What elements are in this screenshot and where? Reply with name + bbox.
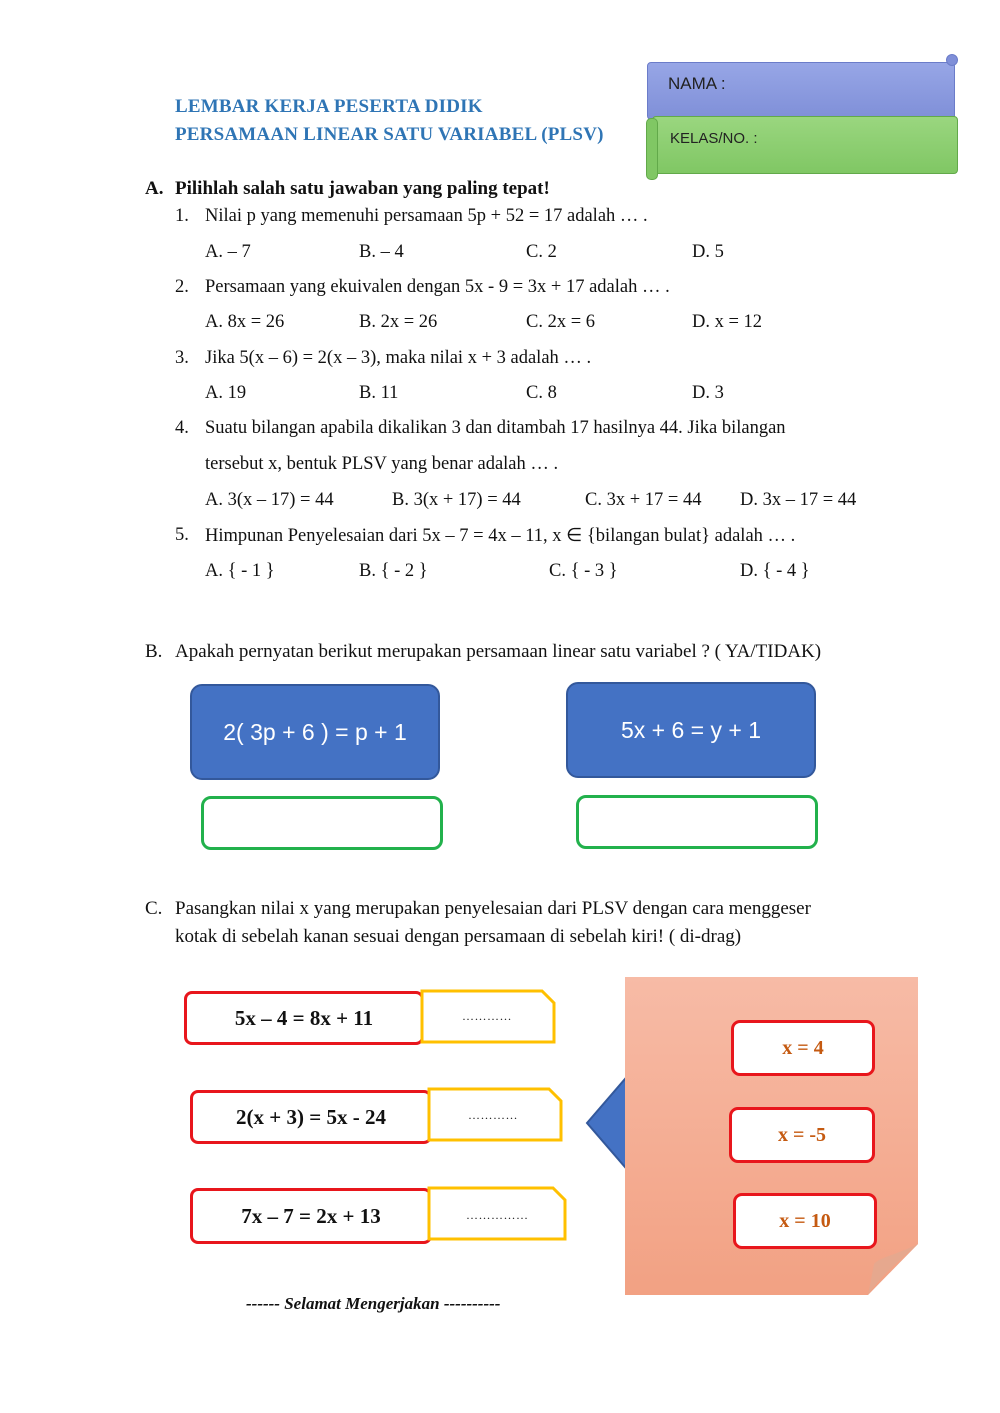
nama-banner: [647, 62, 955, 120]
section-a-heading: Pilihlah salah satu jawaban yang paling tepat!: [175, 178, 550, 199]
option[interactable]: A. 8x = 26: [205, 312, 285, 332]
choice-x-minus-5[interactable]: x = -5: [729, 1107, 875, 1163]
section-c-heading-continued: kotak di sebelah kanan sesuai dengan persamaan di sebelah kiri! ( di-drag): [175, 926, 742, 947]
matching-equation-1: 5x – 4 = 8x + 11: [184, 991, 424, 1045]
nama-label: NAMA :: [668, 74, 726, 93]
section-c-heading: Pasangkan nilai x yang merupakan penyelesaian dari PLSV dengan cara menggeser: [175, 898, 811, 919]
choice-x-10[interactable]: x = 10: [733, 1193, 877, 1249]
question-text: Persamaan yang ekuivalen dengan 5x - 9 = 3x + 17 adalah … .: [205, 277, 670, 297]
blank-dots: …………: [462, 1009, 512, 1023]
option[interactable]: B. 3(x + 17) = 44: [392, 490, 521, 510]
section-b-letter: B.: [145, 641, 163, 662]
choice-x-4[interactable]: x = 4: [731, 1020, 875, 1076]
option[interactable]: C. 2x = 6: [526, 312, 596, 332]
blank-dots: …………: [468, 1108, 518, 1122]
option[interactable]: C. 8: [526, 383, 557, 403]
option[interactable]: A. 3(x – 17) = 44: [205, 490, 334, 510]
section-b-heading: Apakah pernyatan berikut merupakan persamaan linear satu variabel ? ( YA/TIDAK): [175, 641, 822, 662]
section-c-letter: C.: [145, 898, 163, 919]
option[interactable]: B. – 4: [359, 242, 404, 262]
question-number: 1.: [175, 206, 189, 226]
option[interactable]: D. 5: [692, 242, 724, 262]
option[interactable]: A. 19: [205, 383, 247, 403]
option[interactable]: D. { - 4 }: [740, 561, 810, 581]
option[interactable]: C. { - 3 }: [549, 561, 618, 581]
question-text: Himpunan Penyelesaian dari 5x – 7 = 4x – 11, x ∈ {bilangan bulat} adalah … .: [205, 526, 796, 546]
scroll-curl: [946, 54, 958, 66]
question-text: Jika 5(x – 6) = 2(x – 3), maka nilai x + 3 adalah … .: [205, 348, 592, 368]
kelas-label: KELAS/NO. :: [670, 130, 758, 147]
answer-box-1[interactable]: [201, 796, 443, 850]
question-text: Suatu bilangan apabila dikalikan 3 dan ditambah 17 hasilnya 44. Jika bilangan: [205, 418, 786, 438]
worksheet-title: LEMBAR KERJA PESERTA DIDIK: [175, 96, 483, 117]
matching-equation-3: 7x – 7 = 2x + 13: [190, 1188, 432, 1244]
option[interactable]: D. 3: [692, 383, 724, 403]
equation-box-2: 5x + 6 = y + 1: [566, 682, 816, 778]
answer-box-2[interactable]: [576, 795, 818, 849]
option[interactable]: B. 11: [359, 383, 399, 403]
page-curl: [868, 1244, 920, 1296]
blank-dots: ……………: [466, 1208, 529, 1222]
option[interactable]: B. 2x = 26: [359, 312, 438, 332]
option[interactable]: C. 2: [526, 242, 557, 262]
kelas-banner: [652, 116, 958, 174]
option[interactable]: B. { - 2 }: [359, 561, 428, 581]
option[interactable]: C. 3x + 17 = 44: [585, 490, 702, 510]
question-number: 5.: [175, 525, 189, 545]
question-number: 3.: [175, 348, 189, 368]
worksheet-subtitle: PERSAMAAN LINEAR SATU VARIABEL (PLSV): [175, 124, 604, 145]
equation-box-1: 2( 3p + 6 ) = p + 1: [190, 684, 440, 780]
question-number: 2.: [175, 277, 189, 297]
footer-greeting: ------ Selamat Mengerjakan ----------: [246, 1294, 501, 1313]
question-number: 4.: [175, 418, 189, 438]
option[interactable]: D. x = 12: [692, 312, 763, 332]
option[interactable]: A. { - 1 }: [205, 561, 275, 581]
scroll-roll: [646, 118, 658, 180]
matching-equation-2: 2(x + 3) = 5x - 24: [190, 1090, 432, 1144]
question-text-continued: tersebut x, bentuk PLSV yang benar adalah … .: [205, 454, 559, 474]
question-text: Nilai p yang memenuhi persamaan 5p + 52 = 17 adalah … .: [205, 206, 648, 226]
section-a-letter: A.: [145, 178, 164, 199]
option[interactable]: A. – 7: [205, 242, 251, 262]
option[interactable]: D. 3x – 17 = 44: [740, 490, 857, 510]
